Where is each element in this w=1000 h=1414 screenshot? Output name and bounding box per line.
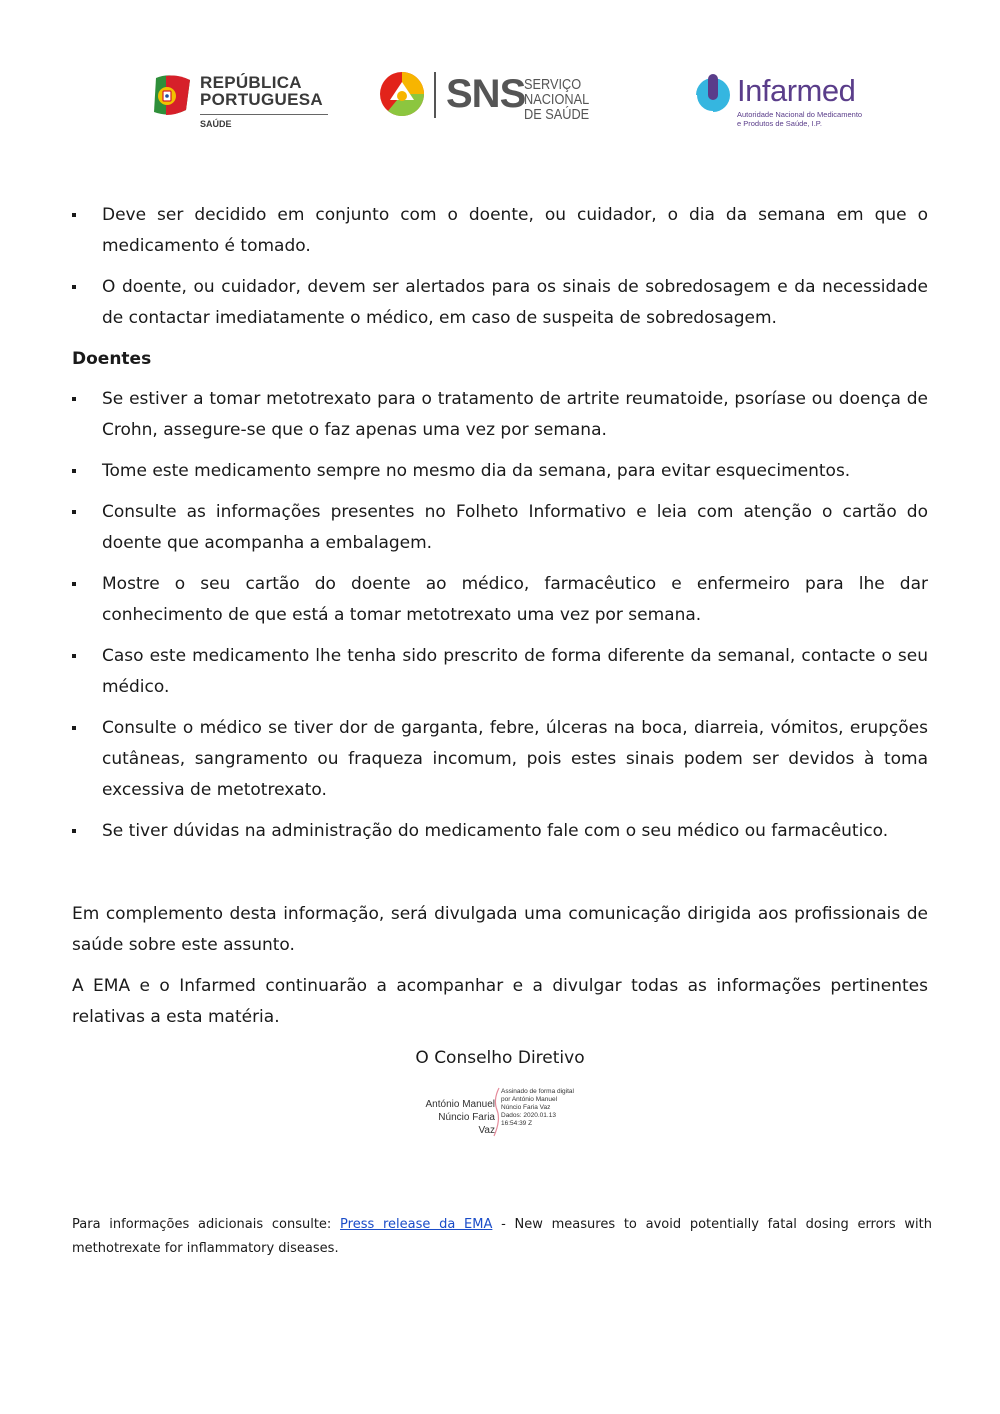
- sns-abbreviation: SNS: [446, 72, 526, 116]
- list-item: Consulte o médico se tiver dor de garganta, febre, úlceras na boca, diarreia, vómitos, erupções cutâneas, sangramento ou fraqueza incomum, pois estes sinais podem ser devidos à toma excessiva de metotrexato.: [72, 713, 928, 806]
- republica-divider: [200, 114, 328, 115]
- infarmed-sub-line2: e Produtos de Saúde, I.P.: [737, 119, 822, 128]
- footer-note: [72, 1213, 932, 1261]
- list-item: Se estiver a tomar metotrexato para o tratamento de artrite reumatoide, psoríase ou doença de Crohn, assegure-se que o faz apenas uma vez por semana.: [72, 384, 928, 446]
- patient-bullet-list: [72, 384, 928, 847]
- ema-press-release-link[interactable]: Press release da EMA: [340, 1217, 493, 1232]
- list-item: O doente, ou cuidador, devem ser alertados para os sinais de sobredosagem e da necessidade de contactar imediatamente o médico, em caso de suspeita de sobredosagem.: [72, 272, 928, 334]
- list-item: Mostre o seu cartão do doente ao médico, farmacêutico e enfermeiro para lhe dar conhecimento de que está a tomar metotrexato uma vez por semana.: [72, 569, 928, 631]
- infarmed-logo: [693, 72, 868, 134]
- section-heading-doentes: Doentes: [72, 349, 152, 369]
- infarmed-sub-line1: Autoridade Nacional do Medicamento: [737, 110, 863, 119]
- signature-detail-3: Núncio Faria Vaz: [501, 1104, 551, 1111]
- portugal-flag-emblem-icon: [150, 72, 194, 118]
- signature-detail-1: Assinado de forma digital: [501, 1088, 574, 1095]
- list-item: Deve ser decidido em conjunto com o doente, ou cuidador, o dia da semana em que o medicamento é tomado.: [72, 200, 928, 262]
- list-item: Consulte as informações presentes no Folheto Informativo e leia com atenção o cartão do doente que acompanha a embalagem.: [72, 497, 928, 559]
- infarmed-drop-icon: [693, 72, 733, 116]
- republica-sub: SAÚDE: [200, 119, 232, 129]
- signer-name-line2: Núncio Faria Vaz: [438, 1112, 495, 1136]
- list-item: Caso este medicamento lhe tenha sido prescrito de forma diferente da semanal, contacte o seu médico.: [72, 641, 928, 703]
- professional-bullet-list: [72, 200, 928, 334]
- sns-line1: SERVIÇO NACIONAL: [524, 76, 590, 108]
- header-logos: [0, 62, 1000, 142]
- signature-detail-5: 16:54:39 Z: [501, 1120, 533, 1127]
- signoff-title: O Conselho Diretivo: [415, 1048, 585, 1068]
- sns-logo: [378, 70, 648, 123]
- list-item: Tome este medicamento sempre no mesmo dia da semana, para evitar esquecimentos.: [72, 456, 928, 487]
- sns-line2: DE SAÚDE: [524, 106, 590, 123]
- republica-portuguesa-saude-logo: [150, 72, 335, 136]
- closing-paragraph-1: Em complemento desta informação, será divulgada uma comunicação dirigida aos profissionais de saúde sobre este assunto.: [72, 904, 928, 955]
- republica-line2: PORTUGUESA: [200, 90, 323, 109]
- sns-separator: [434, 72, 436, 118]
- footer-suffix: - New measures to avoid potentially fatal dosing errors with methotrexate for inflammatory diseases.: [72, 1217, 932, 1256]
- footer-prefix: Para informações adicionais consulte:: [72, 1217, 341, 1232]
- section-spacer: [72, 857, 928, 899]
- republica-line1: REPÚBLICA: [200, 73, 302, 92]
- digital-signature: [425, 1082, 585, 1138]
- document-body: [72, 200, 928, 1138]
- signature-detail-4: Dados: 2020.01.13: [501, 1112, 556, 1119]
- infarmed-name: Infarmed: [737, 73, 856, 108]
- sns-circle-icon: [378, 70, 426, 118]
- signature-detail-2: por António Manuel: [501, 1096, 558, 1103]
- closing-paragraph-2: A EMA e o Infarmed continuarão a acompanhar e a divulgar todas as informações pertinentes relativas a esta matéria.: [72, 976, 928, 1027]
- signer-name-line1: António Manuel: [425, 1099, 495, 1110]
- list-item: Se tiver dúvidas na administração do medicamento fale com o seu médico ou farmacêutico.: [72, 816, 928, 847]
